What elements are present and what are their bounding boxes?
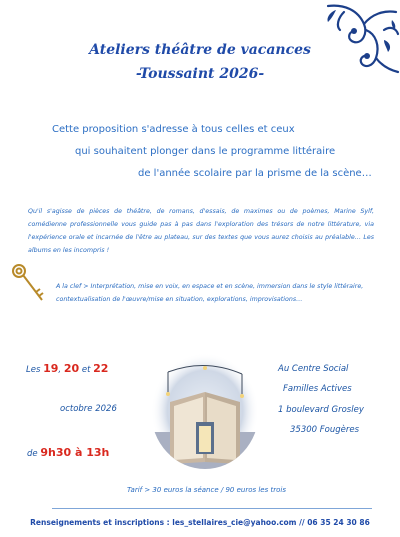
- contact-line: Renseignements et inscriptions : les_stellaires_cie@yahoo.com // 06 35 24 30 86: [30, 518, 370, 527]
- keys-arrow: >: [83, 283, 89, 290]
- intro-line-2: qui souhaitent plonger dans le programme littéraire: [75, 146, 336, 157]
- intro-line-3: de l'année scolaire par la prisme de la scène…: [138, 168, 372, 179]
- keys-paragraph: [56, 280, 376, 306]
- address-line-3: 1 boulevard Grosley: [278, 405, 364, 415]
- hours-value: 9h30 à 13h: [40, 446, 110, 459]
- intro-line-1: Cette proposition s'adresse à tous celles et ceux: [52, 124, 295, 135]
- tarif-line: Tarif > 30 euros la séance / 90 euros les trois: [127, 486, 286, 494]
- dates-line: [26, 362, 108, 375]
- page-subtitle: -Toussaint 2026-: [135, 66, 265, 82]
- description-paragraph: Qu'il s'agisse de pièces de théâtre, de romans, d'essais, de maximes ou de poèmes, Marine Sylf, comédienne professionnelle vous guide pas à pas dans l'exploration des trésors de notre littérature, via l'expérience orale et incarnée de l'être au plateau, sur des textes que vous aurez choisis au préalable… Les albums en les incompris !: [28, 208, 374, 254]
- golden-key-icon: [10, 262, 48, 308]
- dates-comma: ,: [58, 365, 62, 375]
- address-line-2: Familles Actives: [283, 384, 352, 394]
- dates-et: et: [81, 365, 91, 375]
- date-19: 19: [43, 362, 59, 375]
- date-20: 20: [63, 362, 80, 375]
- keys-text: Interprétation, mise en voix, en espace et en scène, immersion dans le style littéraire, contextualisation de l'œuvre/mise en situation, explorations, improvisations…: [56, 283, 364, 303]
- book-stage-image: [150, 352, 260, 470]
- dates-month: octobre 2026: [60, 404, 117, 414]
- date-22: 22: [93, 362, 109, 375]
- keys-prefix: A la clef: [56, 283, 82, 290]
- divider: [52, 508, 372, 509]
- address-line-4: 35300 Fougères: [290, 425, 359, 435]
- hours-line: [27, 446, 109, 459]
- hours-de: de: [27, 449, 38, 459]
- dates-les: Les: [26, 365, 41, 375]
- swirl-ornament-icon: [314, 0, 400, 76]
- address-line-1: Au Centre Social: [278, 364, 349, 374]
- page-title: Ateliers théâtre de vacances: [89, 42, 311, 58]
